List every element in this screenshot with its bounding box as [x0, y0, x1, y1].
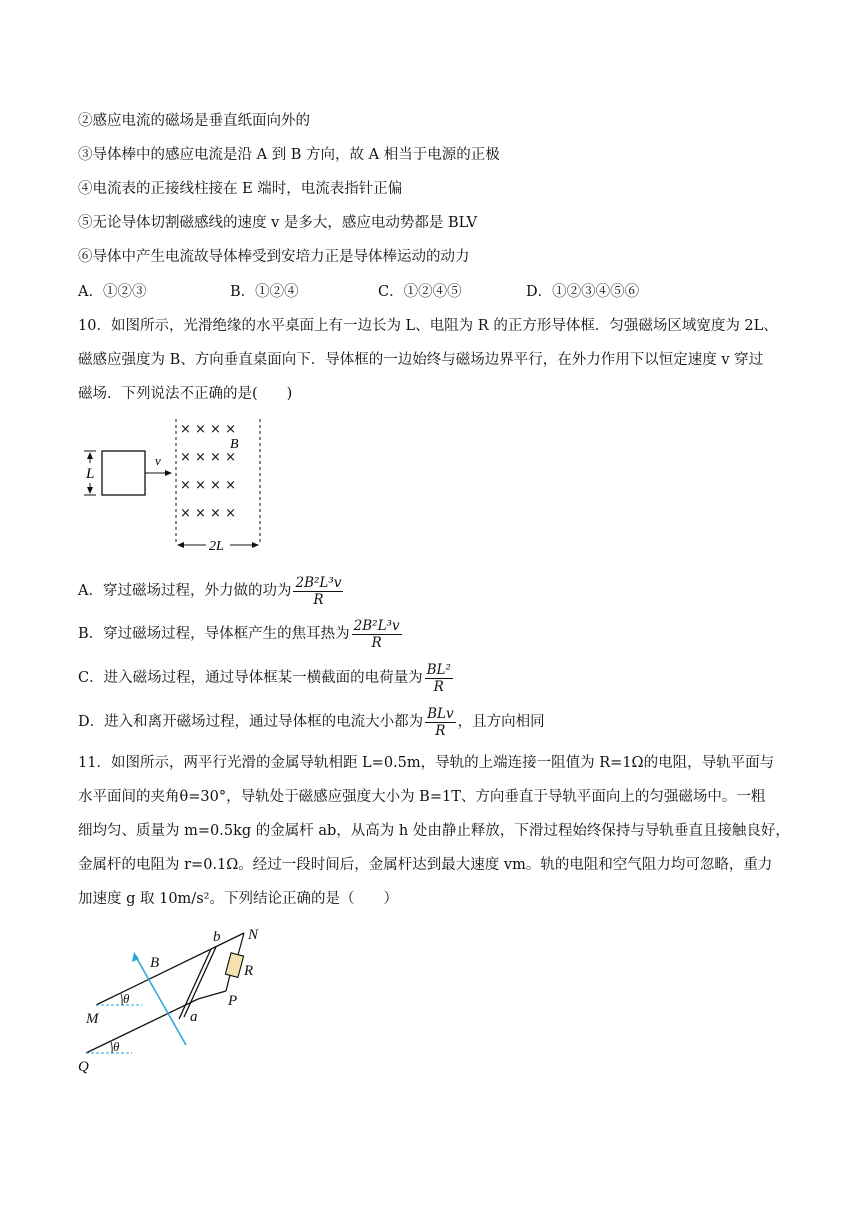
rail-qp: [86, 999, 198, 1053]
q10-stem-line-2: 磁感应强度为 B、方向垂直桌面向下．导体框的一边始终与磁场边界平行，在外力作用下以恒定速度 v 穿过: [78, 352, 764, 368]
q9-option-b: B．①②④: [230, 284, 299, 300]
q11-label-N: N: [248, 927, 259, 943]
q11-stem-line-4: 金属杆的电阻为 r=0.1Ω。经过一段时间后，金属杆达到最大速度 vm。轨的电阻和空气阻力均可忽略，重力: [78, 857, 773, 873]
q11-label-M: M: [86, 1011, 99, 1027]
q11-label-a: a: [190, 1009, 198, 1025]
svg-text:× × × ×: × × × ×: [180, 422, 236, 437]
q10-label-B: B: [230, 437, 239, 452]
rail-mn: [96, 933, 244, 1005]
statement-2: ②感应电流的磁场是垂直纸面向外的: [78, 113, 310, 129]
q11-theta-upper: θ: [123, 991, 130, 1006]
statement-6: ⑥导体中产生电流故导体棒受到安培力正是导体棒运动的动力: [78, 249, 470, 265]
q11-stem-line-5: 加速度 g 取 10m/s²。下列结论正确的是（ ）: [78, 891, 398, 907]
magnetic-field-crosses: [180, 422, 236, 521]
svg-text:× × × ×: × × × ×: [180, 478, 236, 493]
q11-label-Q: Q: [78, 1059, 89, 1075]
q10-option-d: D．进入和离开磁场过程，通过导体框的电流大小都为 $\frac{\text{BLv}}{R}$ ，且方向相同: [78, 705, 545, 739]
square-frame: [102, 451, 145, 495]
q10-label-2L: 2L: [209, 539, 224, 554]
b-field-line: [136, 957, 186, 1045]
resistor: [225, 953, 243, 978]
q11-stem-line-1: 11．如图所示，两平行光滑的金属导轨相距 L=0.5m，导轨的上端连接一阻值为 R=1Ω的电阻，导轨平面与: [78, 755, 775, 771]
q9-option-c: C．①②④⑤: [378, 284, 462, 300]
q10-figure: [80, 415, 270, 555]
q10-label-v: v: [155, 453, 161, 468]
q9-option-a: A．①②③: [78, 284, 147, 300]
q11-label-b: b: [213, 929, 221, 945]
q10-option-a: A．穿过磁场过程，外力做的功为 $\frac{\text{2B²L³v}}{R}$: [78, 574, 342, 608]
statement-3: ③导体棒中的感应电流是沿 A 到 B 方向，故 A 相当于电源的正极: [78, 147, 500, 163]
svg-text:× × × ×: × × × ×: [180, 506, 236, 521]
q10-stem-line-3: 磁场．下列说法不正确的是( ): [78, 386, 293, 402]
q11-label-P: P: [228, 993, 238, 1009]
q10-option-b: B．穿过磁场过程，导体框产生的焦耳热为 $\frac{\text{2B²L³v}}{R}$: [78, 617, 400, 651]
statement-4: ④电流表的正接线柱接在 E 端时，电流表指针正偏: [78, 181, 403, 197]
q11-label-B: B: [150, 955, 160, 971]
svg-text:× × × ×: × × × ×: [180, 450, 236, 465]
q11-theta-lower: θ: [113, 1039, 120, 1054]
q11-stem-line-3: 细均匀、质量为 m=0.5kg 的金属杆 ab，从高为 h 处由静止释放，下滑过程始终保持与导轨垂直且接触良好，: [78, 823, 790, 839]
metal-rod-ab: [184, 947, 216, 1017]
q11-figure: [76, 925, 276, 1075]
q10-label-L: L: [86, 466, 95, 482]
q11-stem-line-2: 水平面间的夹角θ=30°，导轨处于磁感应强度大小为 B=1T、方向垂直于导轨平面向上的匀强磁场中。一粗: [78, 789, 766, 805]
q11-label-R: R: [244, 963, 254, 979]
statement-5: ⑤无论导体切割磁感线的速度 v 是多大，感应电动势都是 BLV: [78, 215, 478, 231]
q10-option-c: C．进入磁场过程，通过导体框某一横截面的电荷量为 $\frac{\text{BL²}}{R}$: [78, 661, 451, 695]
q9-option-d: D．①②③④⑤⑥: [526, 284, 640, 300]
q10-stem-line-1: 10．如图所示，光滑绝缘的水平桌面上有一边长为 L、电阻为 R 的正方形导体框．匀强磁场区域宽度为 2L、: [78, 318, 778, 334]
